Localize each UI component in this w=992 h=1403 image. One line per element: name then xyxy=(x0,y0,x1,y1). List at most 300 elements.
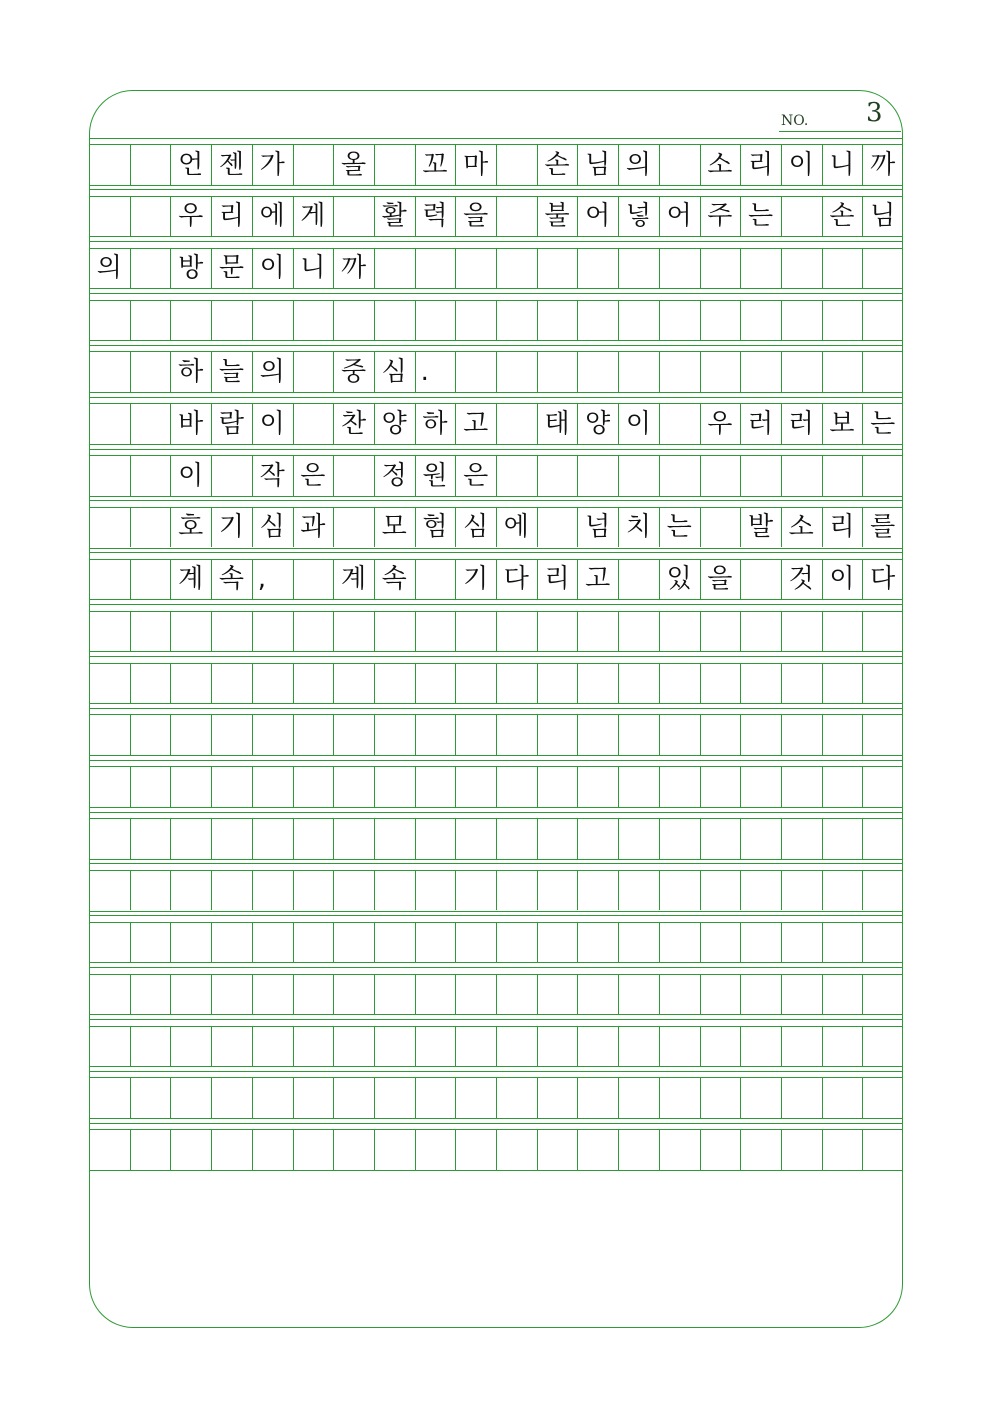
manuscript-character: 는 xyxy=(747,201,774,232)
grid-column-rule xyxy=(822,974,823,1015)
grid-column-rule xyxy=(293,1026,294,1067)
grid-column-rule xyxy=(333,818,334,859)
grid-column-rule xyxy=(170,611,171,652)
grid-column-rule xyxy=(822,300,823,341)
grid-rule xyxy=(89,967,903,968)
grid-column-rule xyxy=(130,300,131,341)
grid-column-rule xyxy=(740,1026,741,1067)
grid-column-rule xyxy=(659,922,660,963)
manuscript-character: 있 xyxy=(666,564,692,595)
grid-column-rule xyxy=(781,1026,782,1067)
grid-column-rule xyxy=(130,507,131,548)
grid-column-rule xyxy=(170,974,171,1015)
grid-column-rule xyxy=(781,196,782,237)
grid-column-rule xyxy=(740,1129,741,1170)
grid-rule xyxy=(89,552,903,553)
grid-column-rule xyxy=(333,714,334,755)
manuscript-character: 양 xyxy=(585,408,611,439)
grid-column-rule xyxy=(130,1077,131,1118)
grid-column-rule xyxy=(577,766,578,807)
manuscript-character: 님 xyxy=(585,149,611,180)
grid-rule xyxy=(89,755,903,756)
grid-column-rule xyxy=(333,870,334,911)
grid-column-rule xyxy=(170,1129,171,1170)
grid-column-rule xyxy=(374,663,375,704)
manuscript-character: 다 xyxy=(503,564,529,595)
manuscript-character: 리 xyxy=(747,149,774,180)
grid-column-rule xyxy=(537,507,538,548)
grid-column-rule xyxy=(740,974,741,1015)
grid-column-rule xyxy=(415,818,416,859)
grid-column-rule xyxy=(455,663,456,704)
grid-column-rule xyxy=(130,611,131,652)
manuscript-character: 이 xyxy=(259,408,285,439)
grid-column-rule xyxy=(496,1129,497,1170)
grid-column-rule xyxy=(781,300,782,341)
manuscript-character: 젠 xyxy=(218,149,244,180)
manuscript-character: 넘 xyxy=(585,512,611,543)
grid-column-rule xyxy=(577,455,578,496)
grid-column-rule xyxy=(455,974,456,1015)
grid-column-rule xyxy=(659,663,660,704)
manuscript-character: 람 xyxy=(218,408,244,439)
manuscript-character: 찬 xyxy=(340,408,367,439)
grid-column-rule xyxy=(537,248,538,289)
manuscript-character: 는 xyxy=(666,512,692,543)
grid-column-rule xyxy=(577,248,578,289)
grid-rule xyxy=(89,708,903,709)
grid-column-rule xyxy=(293,351,294,392)
grid-column-rule xyxy=(700,818,701,859)
grid-column-rule xyxy=(781,818,782,859)
grid-column-rule xyxy=(577,663,578,704)
grid-column-rule xyxy=(700,663,701,704)
grid-column-rule xyxy=(293,663,294,704)
grid-column-rule xyxy=(496,300,497,341)
grid-column-rule xyxy=(577,974,578,1015)
grid-column-rule xyxy=(618,714,619,755)
manuscript-character: 불 xyxy=(544,201,570,232)
grid-column-rule xyxy=(822,922,823,963)
grid-column-rule xyxy=(618,248,619,289)
manuscript-character: 러 xyxy=(788,408,814,439)
grid-column-rule xyxy=(700,351,701,392)
grid-column-rule xyxy=(415,663,416,704)
manuscript-character: 주 xyxy=(707,201,733,232)
manuscript-character: 심 xyxy=(259,512,285,543)
grid-column-rule xyxy=(496,1026,497,1067)
grid-column-rule xyxy=(577,1026,578,1067)
grid-column-rule xyxy=(537,818,538,859)
grid-column-rule xyxy=(496,144,497,185)
grid-column-rule xyxy=(293,559,294,600)
grid-column-rule xyxy=(252,1077,253,1118)
grid-column-rule xyxy=(659,1077,660,1118)
grid-column-rule xyxy=(862,1026,863,1067)
grid-column-rule xyxy=(415,248,416,289)
grid-column-rule xyxy=(496,818,497,859)
grid-column-rule xyxy=(537,870,538,911)
grid-column-rule xyxy=(130,663,131,704)
grid-column-rule xyxy=(822,1026,823,1067)
manuscript-character: 리 xyxy=(218,201,244,232)
grid-column-rule xyxy=(415,870,416,911)
grid-rule xyxy=(89,915,903,916)
grid-column-rule xyxy=(740,300,741,341)
grid-column-rule xyxy=(781,714,782,755)
grid-column-rule xyxy=(700,714,701,755)
grid-column-rule xyxy=(537,1129,538,1170)
grid-column-rule xyxy=(333,922,334,963)
grid-column-rule xyxy=(822,455,823,496)
manuscript-character: 가 xyxy=(259,149,285,180)
grid-column-rule xyxy=(130,766,131,807)
manuscript-character: 러 xyxy=(747,408,774,439)
grid-column-rule xyxy=(537,922,538,963)
grid-column-rule xyxy=(781,351,782,392)
grid-column-rule xyxy=(822,818,823,859)
grid-column-rule xyxy=(293,818,294,859)
grid-column-rule xyxy=(211,1129,212,1170)
grid-rule xyxy=(89,651,903,652)
grid-rule xyxy=(89,859,903,860)
manuscript-character: 소 xyxy=(707,149,733,180)
grid-rule xyxy=(89,500,903,501)
grid-column-rule xyxy=(455,922,456,963)
grid-column-rule xyxy=(130,559,131,600)
grid-column-rule xyxy=(496,248,497,289)
grid-rule xyxy=(89,236,903,237)
grid-column-rule xyxy=(211,1026,212,1067)
manuscript-character: . xyxy=(420,356,429,387)
grid-column-rule xyxy=(700,1026,701,1067)
grid-rule xyxy=(89,760,903,761)
grid-column-rule xyxy=(577,351,578,392)
grid-column-rule xyxy=(740,351,741,392)
grid-rule xyxy=(89,293,903,294)
grid-column-rule xyxy=(293,714,294,755)
grid-column-rule xyxy=(455,611,456,652)
grid-column-rule xyxy=(374,144,375,185)
grid-column-rule xyxy=(211,766,212,807)
grid-column-rule xyxy=(659,455,660,496)
manuscript-character: 다 xyxy=(870,564,896,595)
manuscript-character: 심 xyxy=(463,512,489,543)
grid-column-rule xyxy=(659,1129,660,1170)
grid-column-rule xyxy=(374,766,375,807)
manuscript-character: 소 xyxy=(788,512,814,543)
manuscript-character: 님 xyxy=(870,201,896,232)
grid-column-rule xyxy=(333,300,334,341)
grid-column-rule xyxy=(415,714,416,755)
grid-column-rule xyxy=(577,1077,578,1118)
manuscript-character: 중 xyxy=(340,356,367,387)
grid-column-rule xyxy=(740,766,741,807)
grid-column-rule xyxy=(822,1077,823,1118)
grid-column-rule xyxy=(740,1077,741,1118)
grid-column-rule xyxy=(781,1129,782,1170)
manuscript-character: 발 xyxy=(747,512,774,543)
grid-column-rule xyxy=(293,1077,294,1118)
grid-column-rule xyxy=(374,1129,375,1170)
grid-column-rule xyxy=(700,507,701,548)
grid-column-rule xyxy=(130,1026,131,1067)
grid-column-rule xyxy=(618,870,619,911)
manuscript-character: 우 xyxy=(178,201,204,232)
manuscript-character: 것 xyxy=(788,564,814,595)
grid-column-rule xyxy=(781,766,782,807)
grid-column-rule xyxy=(659,144,660,185)
grid-column-rule xyxy=(374,922,375,963)
grid-column-rule xyxy=(822,248,823,289)
manuscript-character: 을 xyxy=(463,201,489,232)
grid-column-rule xyxy=(130,455,131,496)
grid-rule xyxy=(89,496,903,497)
grid-column-rule xyxy=(333,1129,334,1170)
manuscript-character: 계 xyxy=(178,564,204,595)
manuscript-character: 은 xyxy=(300,460,326,491)
grid-column-rule xyxy=(862,922,863,963)
grid-column-rule xyxy=(700,766,701,807)
grid-column-rule xyxy=(415,1077,416,1118)
grid-column-rule xyxy=(252,1026,253,1067)
grid-column-rule xyxy=(252,870,253,911)
grid-column-rule xyxy=(618,974,619,1015)
grid-column-rule xyxy=(822,870,823,911)
grid-rule xyxy=(89,1118,903,1119)
manuscript-character: 원 xyxy=(422,460,448,491)
grid-column-rule xyxy=(293,766,294,807)
grid-column-rule xyxy=(781,611,782,652)
grid-column-rule xyxy=(618,559,619,600)
grid-column-rule xyxy=(455,351,456,392)
grid-column-rule xyxy=(293,611,294,652)
grid-column-rule xyxy=(537,455,538,496)
grid-column-rule xyxy=(130,922,131,963)
grid-column-rule xyxy=(618,300,619,341)
grid-column-rule xyxy=(740,818,741,859)
grid-rule xyxy=(89,807,903,808)
grid-column-rule xyxy=(618,455,619,496)
grid-column-rule xyxy=(211,922,212,963)
grid-column-rule xyxy=(781,1077,782,1118)
grid-column-rule xyxy=(781,455,782,496)
grid-column-rule xyxy=(862,818,863,859)
grid-rule xyxy=(89,863,903,864)
grid-column-rule xyxy=(252,974,253,1015)
grid-column-rule xyxy=(862,351,863,392)
grid-column-rule xyxy=(252,300,253,341)
grid-column-rule xyxy=(537,1026,538,1067)
manuscript-character: 고 xyxy=(463,408,489,439)
page-number: 3 xyxy=(866,98,883,128)
grid-column-rule xyxy=(496,196,497,237)
grid-column-rule xyxy=(293,300,294,341)
grid-rule xyxy=(89,656,903,657)
grid-column-rule xyxy=(211,611,212,652)
grid-column-rule xyxy=(455,870,456,911)
grid-column-rule xyxy=(700,1129,701,1170)
grid-column-rule xyxy=(659,974,660,1015)
grid-column-rule xyxy=(496,922,497,963)
manuscript-character: 손 xyxy=(829,201,855,232)
grid-column-rule xyxy=(496,974,497,1015)
grid-column-rule xyxy=(659,714,660,755)
page-number-label: NO. xyxy=(781,113,809,129)
grid-column-rule xyxy=(700,1077,701,1118)
grid-column-rule xyxy=(130,974,131,1015)
grid-column-rule xyxy=(740,870,741,911)
grid-column-rule xyxy=(252,818,253,859)
grid-rule xyxy=(89,703,903,704)
grid-column-rule xyxy=(333,663,334,704)
grid-rule xyxy=(89,138,903,139)
manuscript-character: 하 xyxy=(178,356,204,387)
grid-column-rule xyxy=(862,455,863,496)
grid-column-rule xyxy=(537,351,538,392)
grid-column-rule xyxy=(496,351,497,392)
manuscript-character: 모 xyxy=(381,512,407,543)
grid-column-rule xyxy=(659,766,660,807)
grid-column-rule xyxy=(862,300,863,341)
grid-column-rule xyxy=(496,403,497,444)
grid-column-rule xyxy=(374,870,375,911)
grid-column-rule xyxy=(293,922,294,963)
grid-column-rule xyxy=(618,1077,619,1118)
grid-column-rule xyxy=(618,1129,619,1170)
grid-column-rule xyxy=(822,714,823,755)
grid-rule xyxy=(89,812,903,813)
grid-column-rule xyxy=(415,922,416,963)
manuscript-character: 하 xyxy=(422,408,448,439)
grid-column-rule xyxy=(577,714,578,755)
grid-column-rule xyxy=(415,611,416,652)
grid-column-rule xyxy=(496,714,497,755)
grid-column-rule xyxy=(700,455,701,496)
grid-column-rule xyxy=(170,1026,171,1067)
grid-column-rule xyxy=(577,611,578,652)
grid-column-rule xyxy=(862,663,863,704)
grid-rule xyxy=(89,604,903,605)
grid-column-rule xyxy=(170,714,171,755)
grid-rule xyxy=(89,241,903,242)
grid-column-rule xyxy=(700,248,701,289)
manuscript-character: 이 xyxy=(178,460,204,491)
grid-column-rule xyxy=(740,714,741,755)
grid-column-rule xyxy=(211,974,212,1015)
grid-column-rule xyxy=(293,144,294,185)
grid-column-rule xyxy=(130,818,131,859)
grid-column-rule xyxy=(496,455,497,496)
grid-rule xyxy=(89,911,903,912)
grid-column-rule xyxy=(170,922,171,963)
grid-column-rule xyxy=(252,1129,253,1170)
grid-column-rule xyxy=(455,766,456,807)
grid-column-rule xyxy=(537,663,538,704)
grid-rule xyxy=(89,548,903,549)
grid-column-rule xyxy=(618,818,619,859)
manuscript-character: 의 xyxy=(625,149,651,180)
manuscript-character: 어 xyxy=(585,201,611,232)
grid-column-rule xyxy=(170,300,171,341)
manuscript-character: 고 xyxy=(585,564,611,595)
grid-column-rule xyxy=(740,455,741,496)
grid-column-rule xyxy=(211,300,212,341)
grid-column-rule xyxy=(862,611,863,652)
grid-column-rule xyxy=(374,714,375,755)
manuscript-character: 리 xyxy=(829,512,855,543)
grid-column-rule xyxy=(455,818,456,859)
grid-rule xyxy=(89,962,903,963)
grid-column-rule xyxy=(252,922,253,963)
grid-column-rule xyxy=(333,766,334,807)
grid-column-rule xyxy=(211,818,212,859)
grid-column-rule xyxy=(659,870,660,911)
grid-column-rule xyxy=(333,507,334,548)
manuscript-character: 까 xyxy=(870,149,896,180)
grid-column-rule xyxy=(211,455,212,496)
grid-column-rule xyxy=(415,974,416,1015)
grid-column-rule xyxy=(293,974,294,1015)
grid-column-rule xyxy=(781,922,782,963)
grid-column-rule xyxy=(455,248,456,289)
grid-column-rule xyxy=(333,974,334,1015)
grid-column-rule xyxy=(659,403,660,444)
manuscript-character: 바 xyxy=(178,408,204,439)
manuscript-character: 보 xyxy=(829,408,855,439)
grid-column-rule xyxy=(659,351,660,392)
manuscript-character: 꼬 xyxy=(422,149,448,180)
grid-column-rule xyxy=(537,611,538,652)
manuscript-character: 방 xyxy=(178,253,204,284)
manuscript-character: 력 xyxy=(422,201,448,232)
manuscript-character: 기 xyxy=(463,564,489,595)
grid-rule xyxy=(89,1066,903,1067)
grid-column-rule xyxy=(740,922,741,963)
grid-column-rule xyxy=(577,818,578,859)
grid-column-rule xyxy=(862,248,863,289)
grid-column-rule xyxy=(496,766,497,807)
grid-rule xyxy=(89,444,903,445)
grid-rule xyxy=(89,397,903,398)
grid-column-rule xyxy=(333,1077,334,1118)
grid-column-rule xyxy=(211,870,212,911)
grid-column-rule xyxy=(252,766,253,807)
manuscript-character: 이 xyxy=(259,253,285,284)
grid-rule xyxy=(89,599,903,600)
grid-column-rule xyxy=(700,611,701,652)
grid-column-rule xyxy=(415,1026,416,1067)
grid-column-rule xyxy=(618,1026,619,1067)
grid-column-rule xyxy=(577,870,578,911)
grid-column-rule xyxy=(415,559,416,600)
manuscript-character: 게 xyxy=(300,201,326,232)
manuscript-character: 문 xyxy=(218,253,244,284)
grid-column-rule xyxy=(455,714,456,755)
grid-rule xyxy=(89,288,903,289)
grid-column-rule xyxy=(659,300,660,341)
manuscript-character: 손 xyxy=(544,149,570,180)
grid-column-rule xyxy=(252,611,253,652)
grid-column-rule xyxy=(170,870,171,911)
grid-column-rule xyxy=(211,1077,212,1118)
manuscript-character: 호 xyxy=(178,512,204,543)
manuscript-character: 리 xyxy=(544,564,570,595)
manuscript-character: 기 xyxy=(218,512,244,543)
grid-column-rule xyxy=(537,714,538,755)
manuscript-character: 의 xyxy=(96,253,122,284)
manuscript-character: 에 xyxy=(503,512,529,543)
